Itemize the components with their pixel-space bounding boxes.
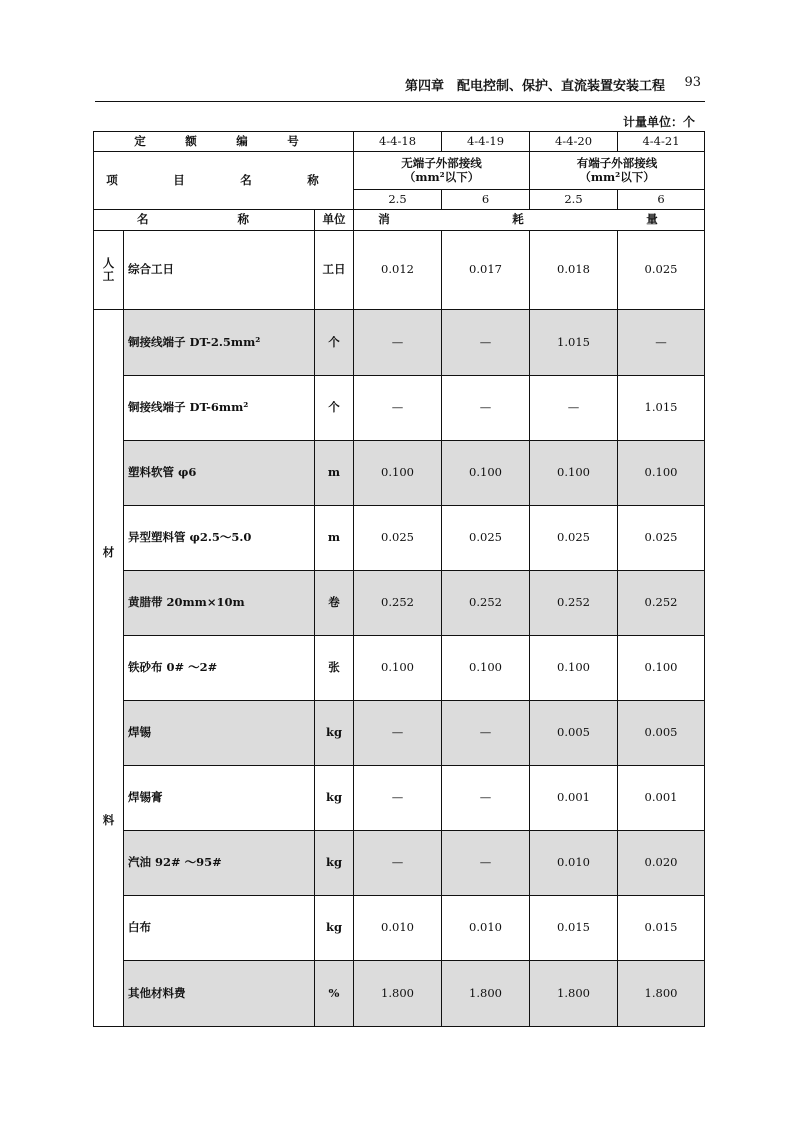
value-cell: 0.252 (442, 571, 530, 636)
item-unit: kg (315, 831, 354, 896)
value-cell: 0.025 (530, 506, 618, 571)
labor-category-label: 人工 (94, 231, 124, 310)
code-label: 定 额 编 号 (94, 132, 354, 152)
value-cell: 0.012 (354, 231, 442, 310)
quota-table (93, 131, 705, 1027)
material-row (94, 831, 705, 896)
value-cell: — (354, 831, 442, 896)
name-column-header: 名 称 (94, 210, 315, 231)
value-cell: 1.800 (354, 961, 442, 1027)
value-cell: 0.025 (442, 506, 530, 571)
header-rule (95, 101, 705, 102)
item-unit: 卷 (315, 571, 354, 636)
material-row (94, 701, 705, 766)
value-cell: 0.025 (618, 231, 705, 310)
item-unit: kg (315, 896, 354, 961)
value-cell: 0.252 (618, 571, 705, 636)
value-cell: 0.025 (354, 506, 442, 571)
value-cell: 0.025 (618, 506, 705, 571)
consumption-column-header: 消 耗 量 (354, 210, 705, 231)
value-cell: 0.100 (530, 636, 618, 701)
material-row (94, 506, 705, 571)
group-subtitle: （mm²以下） (579, 169, 655, 184)
value-cell: — (442, 376, 530, 441)
item-unit: m (315, 441, 354, 506)
material-row (94, 441, 705, 506)
page-number: 93 (684, 75, 701, 90)
size-cell: 2.5 (530, 190, 618, 210)
item-unit: % (315, 961, 354, 1027)
value-cell: 0.100 (442, 636, 530, 701)
material-row (94, 766, 705, 831)
value-cell: 0.017 (442, 231, 530, 310)
labor-row (94, 231, 705, 310)
value-cell: 0.100 (354, 441, 442, 506)
value-cell: 0.005 (618, 701, 705, 766)
value-cell: 0.100 (530, 441, 618, 506)
value-cell: — (354, 310, 442, 376)
value-cell: 1.015 (530, 310, 618, 376)
item-name: 铜接线端子 DT-2.5mm² (124, 310, 315, 376)
chapter-title: 第四章 配电控制、保护、直流装置安装工程 (404, 79, 665, 94)
item-name: 汽油 92# ～95# (124, 831, 315, 896)
value-cell: 0.020 (618, 831, 705, 896)
item-name: 综合工日 (124, 231, 315, 310)
value-cell: — (618, 310, 705, 376)
value-cell: — (354, 376, 442, 441)
value-cell: — (442, 310, 530, 376)
item-name: 焊锡 (124, 701, 315, 766)
item-name: 铜接线端子 DT-6mm² (124, 376, 315, 441)
value-cell: — (530, 376, 618, 441)
value-cell: — (354, 701, 442, 766)
item-unit: 个 (315, 376, 354, 441)
material-category-label (94, 310, 124, 1027)
size-cell: 6 (618, 190, 705, 210)
value-cell: 1.800 (530, 961, 618, 1027)
value-cell: 1.015 (618, 376, 705, 441)
value-cell: — (442, 701, 530, 766)
value-cell: 0.100 (442, 441, 530, 506)
size-cell: 6 (442, 190, 530, 210)
item-unit: 张 (315, 636, 354, 701)
group-title: 有端子外部接线 (576, 156, 658, 171)
value-cell: 0.252 (530, 571, 618, 636)
column-header-row (94, 210, 705, 231)
item-unit: 工日 (315, 231, 354, 310)
item-unit: kg (315, 701, 354, 766)
value-cell: — (442, 766, 530, 831)
item-name: 异型塑料管 φ2.5～5.0 (124, 506, 315, 571)
value-cell: — (442, 831, 530, 896)
value-cell: 0.100 (354, 636, 442, 701)
value-cell: — (354, 766, 442, 831)
code-cell: 4-4-19 (442, 132, 530, 152)
group-subtitle: （mm²以下） (403, 169, 480, 184)
value-cell: 0.001 (618, 766, 705, 831)
value-cell: 0.100 (618, 441, 705, 506)
item-name: 黄腊带 20mm×10m (124, 571, 315, 636)
code-cell: 4-4-20 (530, 132, 618, 152)
group-title: 无端子外部接线 (401, 156, 482, 171)
size-cell: 2.5 (354, 190, 442, 210)
item-name: 焊锡膏 (124, 766, 315, 831)
item-name: 铁砂布 0# ～2# (124, 636, 315, 701)
value-cell: 0.252 (354, 571, 442, 636)
item-unit: 个 (315, 310, 354, 376)
item-unit: kg (315, 766, 354, 831)
material-row (94, 310, 705, 376)
group-header-with-terminal (530, 152, 705, 190)
item-name: 白布 (124, 896, 315, 961)
material-row (94, 376, 705, 441)
value-cell: 0.010 (530, 831, 618, 896)
group-row (94, 152, 705, 190)
value-cell: 0.001 (530, 766, 618, 831)
item-name: 其他材料费 (124, 961, 315, 1027)
value-cell: 0.015 (530, 896, 618, 961)
item-name: 塑料软管 φ6 (124, 441, 315, 506)
code-row (94, 132, 705, 152)
value-cell: 0.010 (442, 896, 530, 961)
measurement-unit-note: 计量单位：个 (622, 115, 695, 129)
unit-column-header: 单位 (315, 210, 354, 231)
material-row (94, 961, 705, 1027)
item-name-label: 项 目 名 称 (94, 152, 354, 210)
code-cell: 4-4-21 (618, 132, 705, 152)
running-head (95, 72, 705, 92)
value-cell: 0.005 (530, 701, 618, 766)
code-cell: 4-4-18 (354, 132, 442, 152)
value-cell: 0.100 (618, 636, 705, 701)
value-cell: 0.010 (354, 896, 442, 961)
material-row (94, 896, 705, 961)
value-cell: 1.800 (442, 961, 530, 1027)
value-cell: 0.015 (618, 896, 705, 961)
value-cell: 0.018 (530, 231, 618, 310)
item-unit: m (315, 506, 354, 571)
material-category-top: 材 (102, 545, 115, 559)
material-category-bottom: 料 (102, 813, 115, 828)
value-cell: 1.800 (618, 961, 705, 1027)
material-row (94, 636, 705, 701)
material-row (94, 571, 705, 636)
group-header-without-terminal (354, 152, 530, 190)
